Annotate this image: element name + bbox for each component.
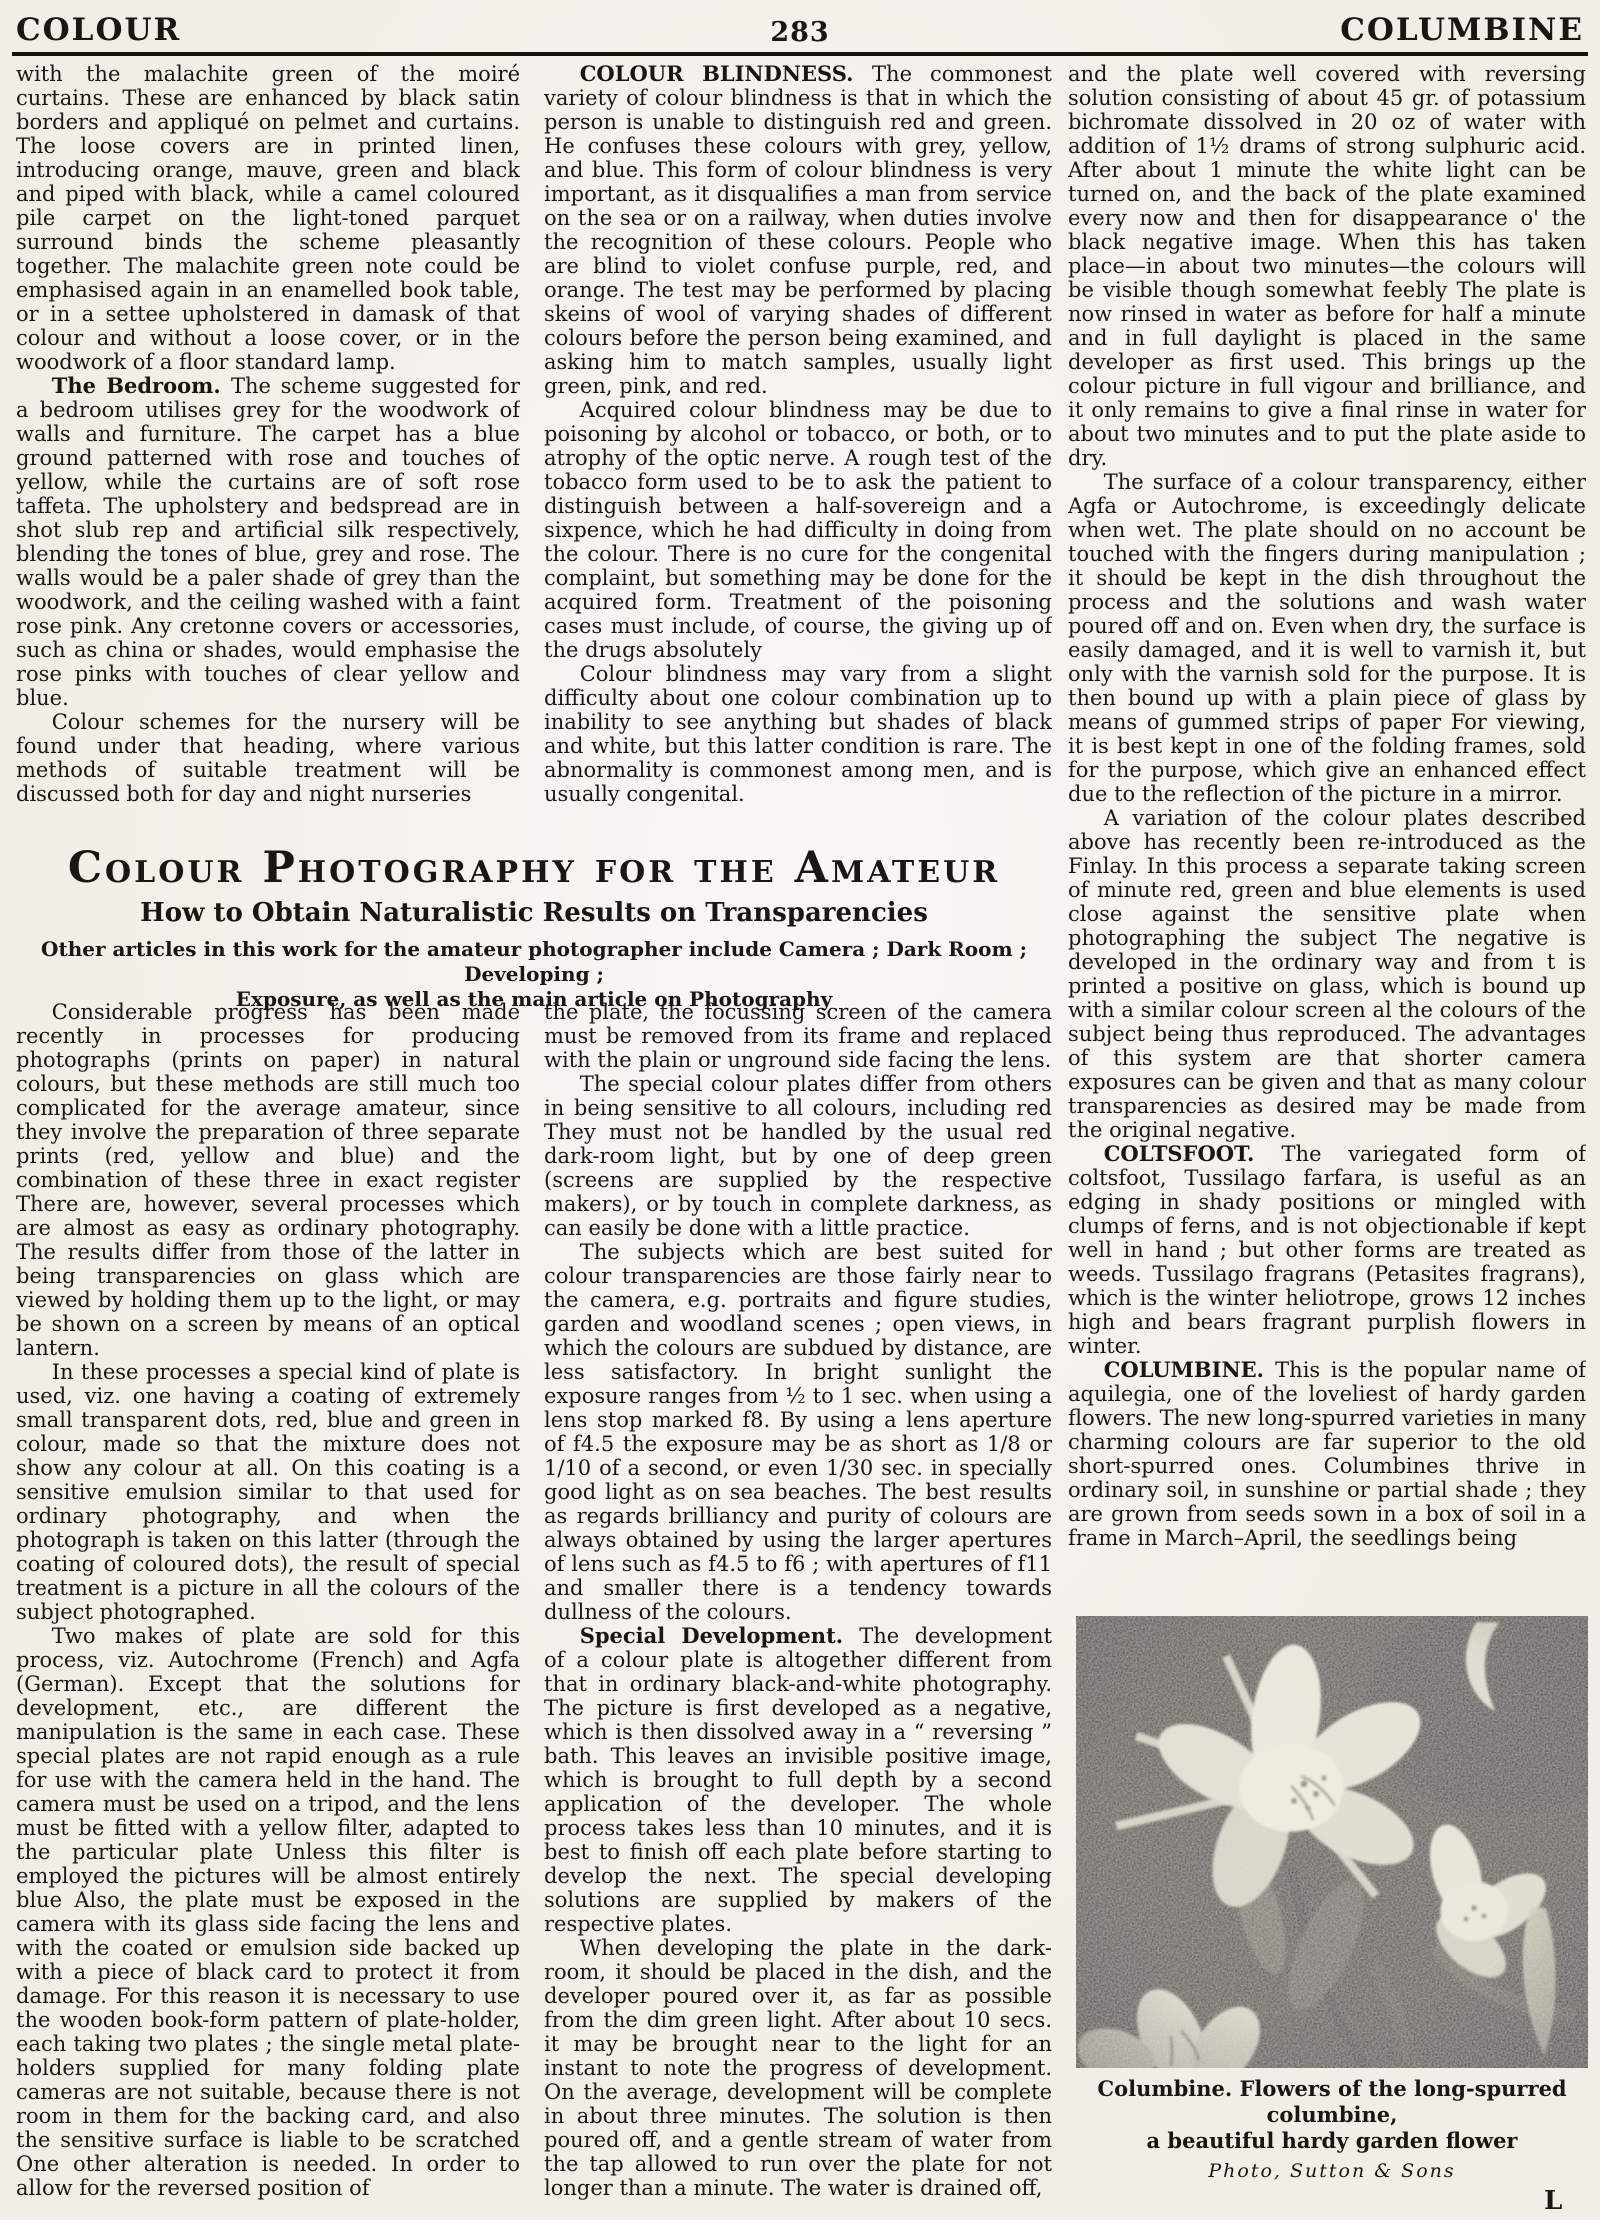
paragraph-lead: COLOUR BLINDNESS. xyxy=(579,62,873,86)
paragraph: In these processes a special kind of plate is used, viz. one having a coating of extremely small transparent dots, red, blue and green in colour, made so that the mixture does not show any colour at all. On this coating is a sensitive emulsion similar to that used for ordinary photography, and when the photograph is taken on this latter (through the coating of coloured dots), the result of special treatment is a picture in all the colours of the subject photographed. xyxy=(16,1360,520,1624)
paragraph: Colour blindness may vary from a slight difficulty about one colour combination up to inability to see anything but shades of black and white, but this latter condition is rare. The abnormality is commonest among men, and is usually congenital. xyxy=(544,662,1052,806)
paragraph: The subjects which are best suited for colour transparencies are those fairly near to the camera, e.g. portraits and figure studies, garden and woodland scenes ; open views, in which the colours are subdued by distance, are less satisfactory. In bright sunlight the exposure ranges from ½ to 1 sec. when using a lens stop marked f8. By using a lens aperture of f4.5 the exposure may be as short as 1/8 or 1/10 of a second, or even 1/30 sec. in specially good light as on sea beaches. The best results as regards brilliancy and purity of colours are always obtained by using the larger apertures of lens such as f4.5 to f6 ; with apertures of f11 and smaller there is a tendency towards dullness of the colours. xyxy=(544,1240,1052,1624)
caption-line-2: a beautiful hardy garden flower xyxy=(1146,2128,1518,2153)
paragraph: Acquired colour blindness may be due to poisoning by alcohol or tobacco, or both, or to atrophy of the optic nerve. A rough test of the tobacco form used to be to ask the patient to distinguish between a half-sovereign and a sixpence, which he had difficulty in doing from the colour. There is no cure for the congenital complaint, but something may be done for the acquired form. Treatment of the poisoning cases must include, of course, the giving up of the drugs absolutely xyxy=(544,398,1052,662)
note-line-2: Exposure, as well as the main article on Photography xyxy=(235,987,833,1011)
running-header xyxy=(16,6,1584,48)
column-left-top xyxy=(16,62,520,845)
paragraph: and the plate well covered with reversing solution consisting of about 45 gr. of potassium bichromate dissolved in 20 oz of water with addition of 1½ drams of strong sulphuric acid. After about 1 minute the white light can be turned on, and the back of the plate examined every now and then for disappearance o' the black negative image. When this has taken place—in about two minutes—the colours will be visible though somewhat feebly The plate is now rinsed in water as before for half a minute and in full daylight is placed in the same developer as first used. This brings up the colour picture in full vigour and brilliance, and it only remains to give a final rinse in water for about two minutes and to put the plate aside to dry. xyxy=(1068,62,1586,470)
paragraph: When developing the plate in the dark-room, it should be placed in the dish, and the developer poured over it, as far as possible from the dim green light. After about 10 secs. it may be brought near to the light for an instant to note the progress of development. On the average, development will be complete in about three minutes. The solution is then poured off, and a gentle stream of water from the tap allowed to run over the plate for not longer than a minute. The water is drained off, xyxy=(544,1936,1052,2200)
note-line-1: Other articles in this work for the amateur photographer include Camera ; Dark Room ; Developing ; xyxy=(41,937,1027,986)
paragraph: The special colour plates differ from others in being sensitive to all colours, including red They must not be handled by the usual red dark-room light, but by one of deep green (screens are supplied by the respective makers), or by touch in complete darkness, as can easily be done with a little practice. xyxy=(544,1072,1052,1240)
column-right xyxy=(1068,62,1586,1600)
columbine-figure xyxy=(1076,1616,1588,2182)
paragraph: COLOUR BLINDNESS. The commonest variety of colour blindness is that in which the person is unable to distinguish red and green. He confuses these colours with grey, yellow, and blue. This form of colour blindness is very important, as it disqualifies a man from service on the sea or on a railway, when duties involve the recognition of these colours. People who are blind to violet confuse purple, red, and orange. The test may be performed by placing skeins of wool of varying shades of different colours before the person being examined, and asking him to match samples, usually light green, pink, and red. xyxy=(544,62,1052,398)
feature-heading-block xyxy=(16,843,1052,1011)
paragraph-lead: The Bedroom. xyxy=(51,373,231,398)
paragraph-lead: COLUMBINE. xyxy=(1103,1357,1276,1382)
paragraph: Colour schemes for the nursery will be found under that heading, where various methods of suitable treatment will be discussed both for day and night nurseries xyxy=(16,710,520,806)
caption-line-1: Columbine. Flowers of the long-spurred columbine, xyxy=(1097,2076,1567,2127)
figure-caption xyxy=(1076,2076,1588,2182)
header-rule xyxy=(12,52,1588,56)
running-head-left: COLOUR xyxy=(16,12,182,48)
photo-credit: Photo, Sutton & Sons xyxy=(1208,2160,1456,2182)
paragraph: COLUMBINE. This is the popular name of aquilegia, one of the loveliest of hardy garden flowers. The new long-spurred varieties in many charming colours are far superior to the old short-spurred ones. Columbines thrive in ordinary soil, in sunshine or partial shade ; they are grown from seeds sown in a box of soil in a frame in March–April, the seedlings being xyxy=(1068,1357,1586,1550)
paragraph: COLTSFOOT. The variegated form of coltsfoot, Tussilago farfara, is useful as an edging in shady positions or mingled with clumps of ferns, and is not objectionable if kept well in hand ; but other forms are treated as weeds. Tussilago fragrans (Petasites fragrans), which is the winter heliotrope, grows 12 inches high and bears fragrant purplish flowers in winter. xyxy=(1068,1141,1586,1358)
paragraph: The surface of a colour transparency, either Agfa or Autochrome, is exceedingly delicate when wet. The plate should on no account be touched with the fingers during manipulation ; it should be kept in the dish throughout the process and the solutions and wash water poured off and on. Even when dry, the surface is easily damaged, and it is well to varnish it, but only with the varnish sold for the purpose. It is then bound up with a plain piece of glass by means of gummed strips of paper For viewing, it is best kept in one of the folding frames, sold for the purpose, which give an enhanced effect due to the reflection of the picture in a mirror. xyxy=(1068,470,1586,806)
paragraph: Considerable progress has been made recently in processes for producing photographs (prints on paper) in natural colours, but these methods are still much too complicated for the average amateur, since they involve the preparation of three separate prints (red, yellow and blue) and the combination of these three in exact register There are, however, several processes which are almost as easy as ordinary photography. The results differ from those of the latter in being transparencies on glass which are viewed by holding them up to the light, or may be shown on a screen by means of an optical lantern. xyxy=(16,1000,520,1360)
column-middle-top xyxy=(544,62,1052,845)
paragraph: A variation of the colour plates described above has recently been re-introduced as the Finlay. In this process a separate taking screen of minute red, green and blue elements is used close against the sensitive plate when photographing the subject The negative is developed in the ordinary way and from t is printed a positive on glass, which is bound up with a similar colour screen al the colours of the subject being thus reproduced. The advantages of this system are that shorter camera exposures can be given and that as many colour transparencies as desired may be made from the original negative. xyxy=(1068,806,1586,1142)
paragraph: Two makes of plate are sold for this process, viz. Autochrome (French) and Agfa (German). Except that the solutions for development, etc., are different the manipulation is the same in each case. These special plates are not rapid enough as a rule for use with the camera held in the hand. The camera must be used on a tripod, and the lens must be fitted with a yellow filter, adapted to the particular plate Unless this filter is employed the pictures will be almost entirely blue Also, the plate must be exposed in the camera with its glass side facing the lens and with the coated or emulsion side backed up with a piece of black card to protect it from damage. For this reason it is necessary to use the wooden book-form pattern of plate-holder, each taking two plates ; the single metal plate-holders supplied for many folding plate cameras are not suitable, because there is not room in them for the backing card, and also the sensitive surface is liable to be scratched One other alteration is needed. In order to allow for the reversed position of xyxy=(16,1624,520,2200)
paragraph-lead: COLTSFOOT. xyxy=(1103,1141,1282,1166)
columbine-photo xyxy=(1076,1616,1588,2068)
printers-mark: L xyxy=(1544,2186,1563,2216)
paragraph: the plate, the focussing screen of the camera must be removed from its frame and replaced with the plain or unground side facing the lens. xyxy=(544,1000,1052,1072)
page-number: 283 xyxy=(770,17,830,48)
column-left-bottom xyxy=(16,1000,520,2212)
article-title: Colour Photography for the Amateur xyxy=(67,843,1001,893)
paragraph: Special Development. The development of a colour plate is altogether different from that in ordinary black-and-white photography. The picture is first developed as a negative, which is then dissolved away in a “ reversing ” bath. This leaves an invisible positive image, which is brought to full depth by a second application of the developer. The whole process takes less than 10 minutes, and it is best to finish off each plate before starting to develop the next. The special developing solutions are supplied by makers of the respective plates. xyxy=(544,1623,1052,1936)
column-middle-bottom xyxy=(544,1000,1052,2212)
article-subtitle: How to Obtain Naturalistic Results on Transparencies xyxy=(140,898,928,928)
paragraph: The Bedroom. The scheme suggested for a bedroom utilises grey for the woodwork of walls and furniture. The carpet has a blue ground patterned with rose and touches of yellow, while the curtains are of soft rose taffeta. The upholstery and bedspread are in shot slub rep and artificial silk respectively, blending the tones of blue, grey and rose. The walls would be a paler shade of grey than the woodwork, and the ceiling washed with a faint rose pink. Any cretonne covers or accessories, such as china or shades, would emphasise the rose pinks with touches of clear yellow and blue. xyxy=(16,373,520,710)
paragraph: with the malachite green of the moiré curtains. These are enhanced by black satin borders and appliqué on pelmet and curtains. The loose covers are in printed linen, introducing orange, mauve, green and black and piped with black, while a camel coloured pile carpet on the light-toned parquet surround binds the scheme pleasantly together. The malachite green note could be emphasised again in an enamelled book table, or in a settee upholstered in damask of that colour and without a loose cover, or in the woodwork of a floor standard lamp. xyxy=(16,62,520,374)
paragraph-lead: Special Development. xyxy=(579,1623,860,1648)
running-head-right: COLUMBINE xyxy=(1340,12,1584,48)
